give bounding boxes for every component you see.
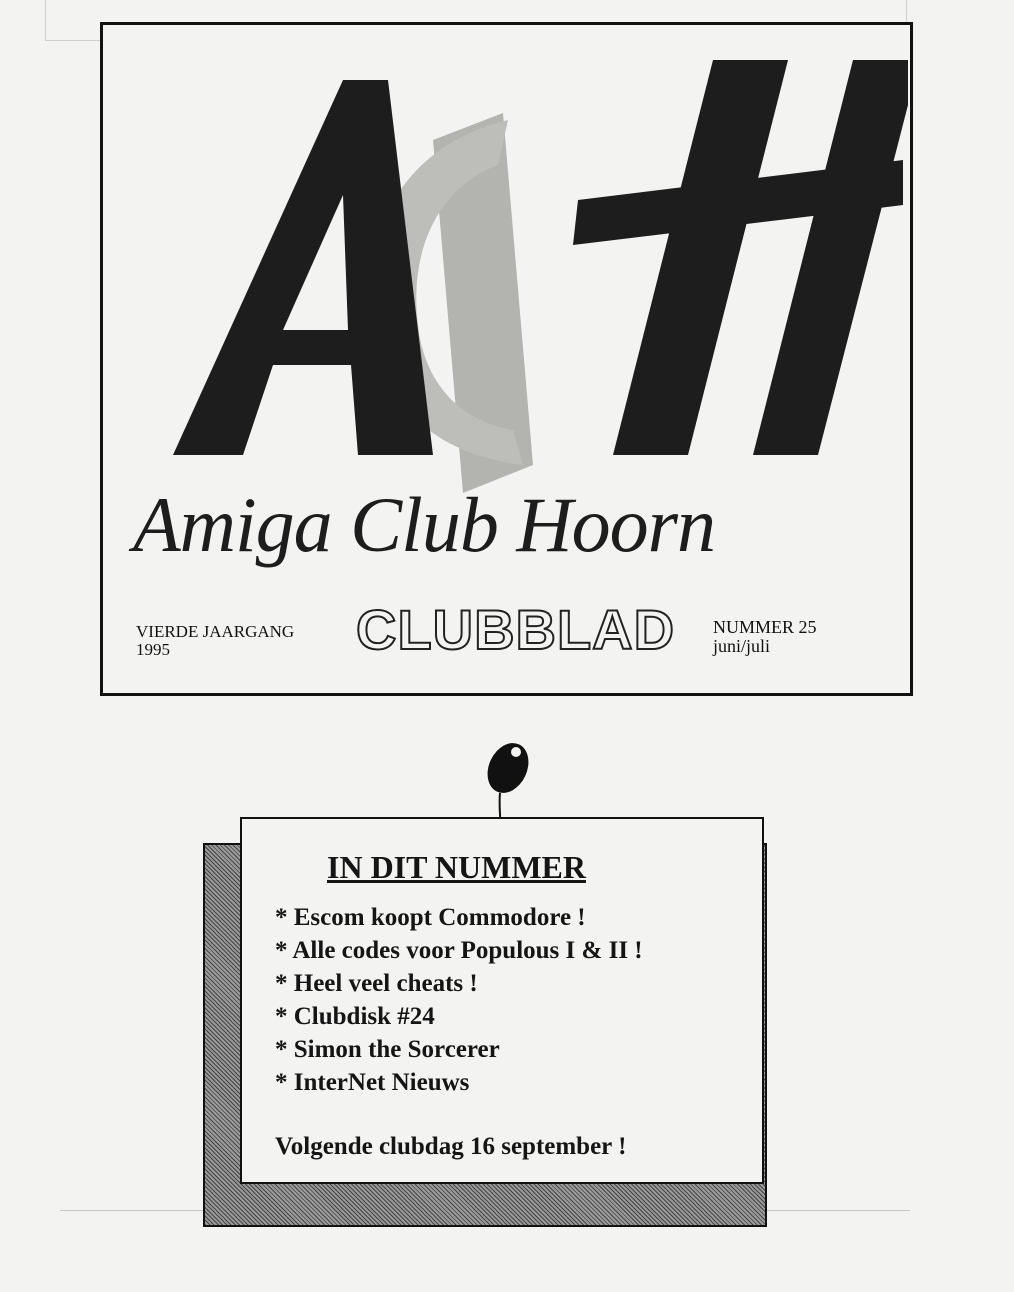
- clubblad-title: CLUBBLAD: [356, 598, 676, 661]
- club-name-title: Amiga Club Hoorn: [133, 481, 716, 568]
- contents-item: * Clubdisk #24: [275, 1003, 435, 1030]
- jaargang-label: VIERDE JAARGANG: [136, 622, 295, 641]
- contents-item: * Escom koopt Commodore !: [275, 904, 586, 931]
- issue-info: [713, 618, 817, 656]
- contents-item: * Alle codes voor Populous I & II !: [275, 937, 643, 964]
- logo-letter-h-left: [613, 60, 788, 455]
- contents-item: * Simon the Sorcerer: [275, 1036, 500, 1063]
- contents-item: * InterNet Nieuws: [275, 1069, 470, 1096]
- jaargang-info: [136, 623, 294, 659]
- jaargang-year: 1995: [136, 640, 170, 659]
- issue-period: juni/juli: [713, 636, 771, 656]
- logo-letter-h-right: [753, 60, 908, 455]
- issue-number: NUMMER 25: [713, 617, 817, 637]
- cover-box: [100, 22, 913, 696]
- ach-logo: [103, 25, 910, 693]
- logo-letter-a: [173, 80, 433, 455]
- contents-box: [240, 817, 764, 1184]
- contents-item: * Heel veel cheats !: [275, 970, 478, 997]
- contents-heading: IN DIT NUMMER: [327, 849, 586, 885]
- next-clubday: Volgende clubdag 16 september !: [275, 1133, 627, 1160]
- contents-list: [275, 901, 643, 1099]
